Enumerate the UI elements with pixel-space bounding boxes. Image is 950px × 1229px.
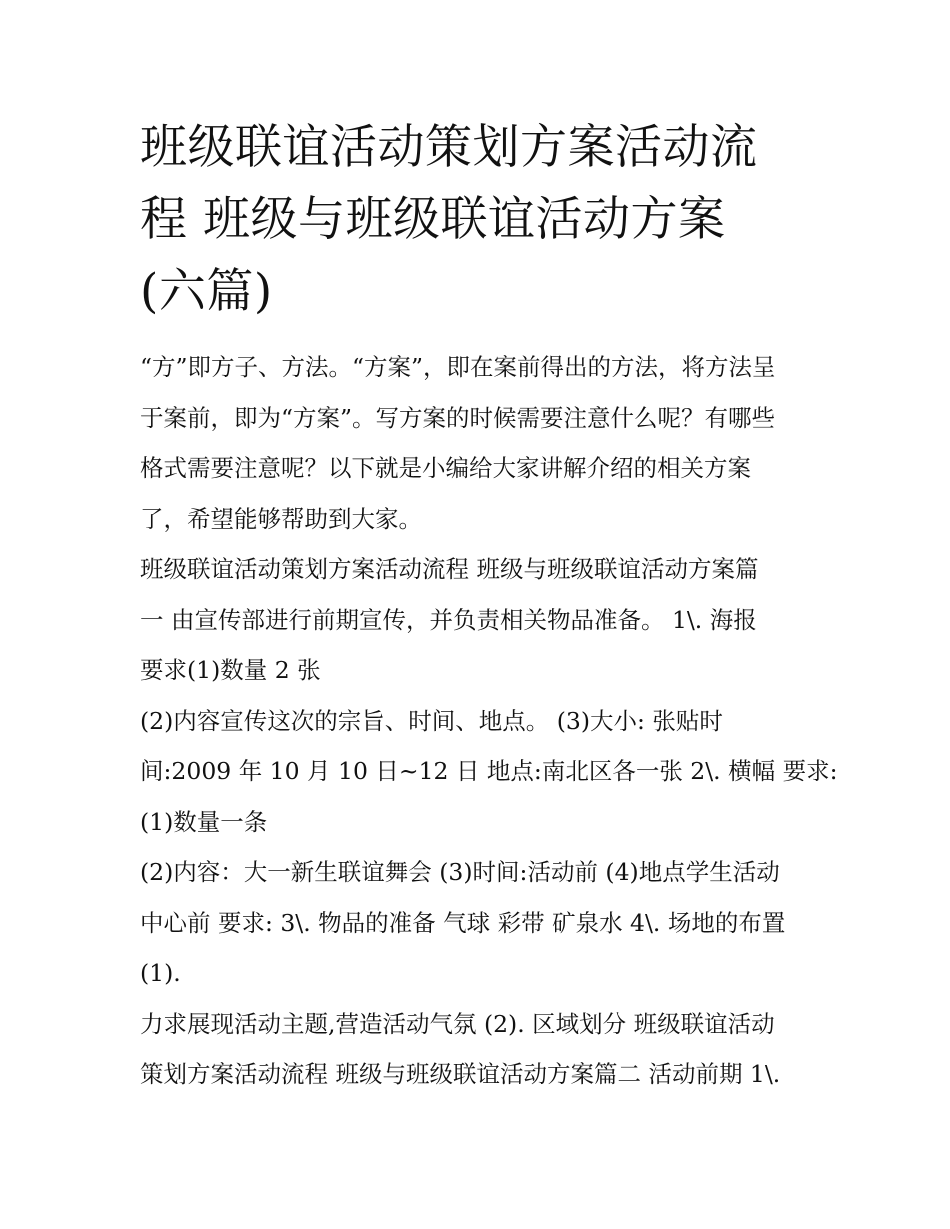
- body-line: 了，希望能够帮助到大家。: [140, 504, 422, 533]
- body-line: “方”即方子、方法。“方案”，即在案前得出的方法，将方法呈: [140, 353, 776, 381]
- body-line: 一 由宣传部进行前期宣传，并负责相关物品准备。 1\. 海报: [140, 605, 757, 634]
- title-line: 班级联谊活动策划方案活动流: [140, 120, 758, 175]
- body-line: 中心前 要求: 3\. 物品的准备 气球 彩带 矿泉水 4\. 场地的布置: [140, 908, 786, 937]
- body-line: 策划方案活动流程 班级与班级联谊活动方案篇二 活动前期 1\.: [140, 1060, 781, 1088]
- body-line: (1).: [140, 959, 181, 987]
- body-line: 间:2009 年 10 月 10 日~12 日 地点:南北区各一张 2\. 横幅 要求:: [140, 757, 838, 785]
- body-line: 要求(1)数量 2 张: [140, 656, 321, 684]
- document-page: [140, 112, 838, 1100]
- title-line: (六篇): [140, 264, 273, 319]
- title-line: 程 班级与班级联谊活动方案: [140, 192, 726, 247]
- body-line: 于案前，即为“方案”。写方案的时候需要注意什么呢？有哪些: [140, 403, 776, 432]
- document-body: [140, 342, 838, 1100]
- body-line: (1)数量一条: [140, 807, 268, 836]
- body-line: (2)内容宣传这次的宗旨、时间、地点。 (3)大小: 张贴时: [140, 706, 723, 735]
- body-line: (2)内容：大一新生联谊舞会 (3)时间:活动前 (4)地点学生活动: [140, 858, 780, 886]
- document-title: [140, 112, 820, 328]
- body-line: 格式需要注意呢？以下就是小编给大家讲解介绍的相关方案: [140, 454, 751, 482]
- body-line: 班级联谊活动策划方案活动流程 班级与班级联谊活动方案篇: [140, 555, 759, 583]
- body-line: 力求展现活动主题,营造活动气氛 (2). 区域划分 班级联谊活动: [140, 1009, 775, 1038]
